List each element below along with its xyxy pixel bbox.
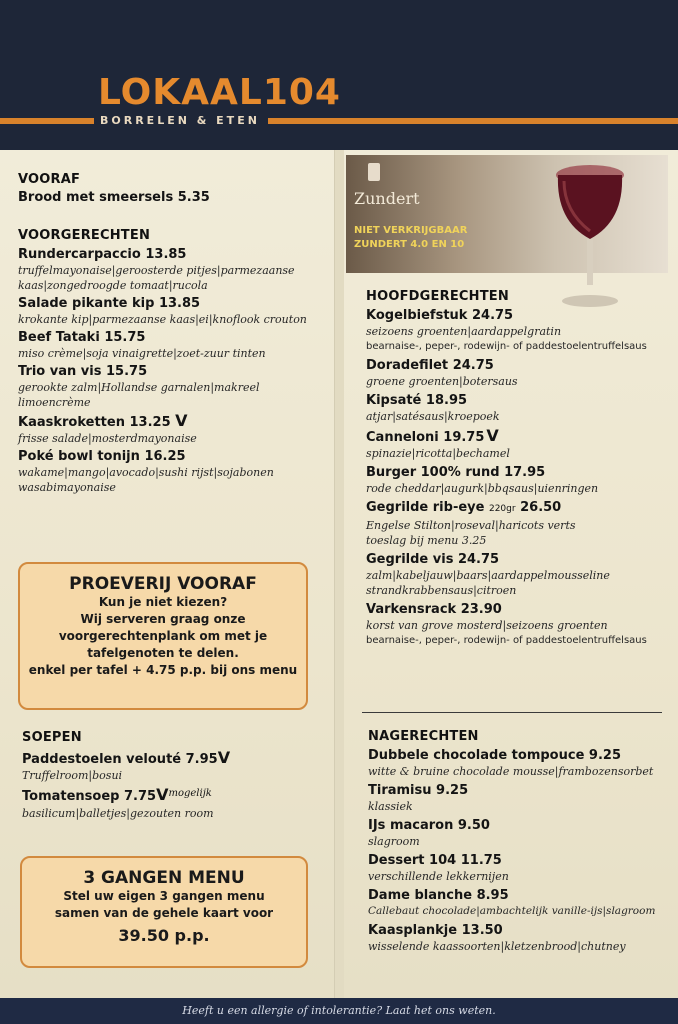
item-price: 17.95 <box>504 465 546 480</box>
item-price: 18.95 <box>425 393 468 408</box>
item-name: Doradefilet <box>366 358 449 373</box>
menu-item <box>366 601 672 618</box>
section-heading-soepen: SOEPEN <box>22 730 82 745</box>
logo-text: LOKAAL <box>98 72 263 113</box>
item-description: Truffelroom|bosui <box>22 769 123 782</box>
section-divider <box>362 712 662 713</box>
vegetarian-note: mogelijk <box>168 788 212 799</box>
item-price: 13.25 <box>129 415 171 430</box>
item-name: Tiramisu <box>368 783 432 798</box>
item-name: Kaasplankje <box>368 923 458 938</box>
item-name: Varkensrack <box>366 602 457 617</box>
menu-item <box>368 887 674 904</box>
item-description: witte & bruine chocolade mousse|frambozensorbet <box>368 765 654 778</box>
item-name: Beef Tataki <box>18 330 100 345</box>
header-stripe-left <box>0 118 94 124</box>
item-name: Salade pikante kip <box>18 296 155 311</box>
section-heading-hoofdgerechten: HOOFDGERECHTEN <box>366 289 509 304</box>
item-name: Poké bowl tonijn <box>18 449 140 464</box>
gangen-line: Stel uw eigen 3 gangen menu <box>63 889 265 903</box>
item-price: 13.85 <box>158 296 201 311</box>
menu-item <box>368 747 674 764</box>
item-name: Tomatensoep <box>22 789 120 804</box>
restaurant-logo <box>98 74 341 112</box>
item-description: gerookte zalm|Hollandse garnalen|makreel <box>18 381 260 394</box>
vegetarian-icon: V <box>486 426 499 445</box>
menu-item <box>22 786 322 806</box>
item-name: IJs macaron <box>368 818 454 833</box>
header-stripe-right <box>268 118 678 124</box>
menu-item <box>18 363 330 380</box>
item-name: Burger 100% rund <box>366 465 500 480</box>
item-description: toeslag bij menu 3.25 <box>366 534 487 547</box>
proeverij-title: PROEVERIJ VOORAF <box>69 574 257 594</box>
item-price: 9.50 <box>457 818 490 833</box>
sauce-options: bearnaise-, peper-, rodewijn- of paddestoelentruffelsaus <box>366 341 647 352</box>
beer-line-1: NIET VERKRIJGBAAR <box>354 225 468 236</box>
logo-subtitle: BORRELEN & ETEN <box>100 114 260 127</box>
section-heading-vooraf: VOORAF <box>18 172 81 187</box>
item-price: 9.25 <box>436 783 469 798</box>
menu-item <box>366 464 672 481</box>
menu-item <box>18 329 330 346</box>
item-description: miso crème|soja vinaigrette|zoet-zuur tinten <box>18 347 266 360</box>
item-price: 5.35 <box>177 190 210 205</box>
item-price: 26.50 <box>520 500 562 515</box>
sauce-options: bearnaise-, peper-, rodewijn- of paddestoelentruffelsaus <box>366 635 647 646</box>
menu-header <box>0 0 678 150</box>
section-heading-nagerechten: NAGERECHTEN <box>368 729 479 744</box>
item-price: 24.75 <box>471 308 514 323</box>
item-name: Brood met smeersels <box>18 190 174 205</box>
item-name: Dame blanche <box>368 888 473 903</box>
proeverij-line: voorgerechtenplank om met je <box>58 629 268 643</box>
item-description: spinazie|ricotta|bechamel <box>366 447 510 460</box>
item-price: 8.95 <box>476 888 509 903</box>
item-weight: 220gr <box>488 504 516 514</box>
item-name: Rundercarpaccio <box>18 247 141 262</box>
menu-item <box>18 448 330 465</box>
gangen-title: 3 GANGEN MENU <box>83 868 245 888</box>
item-price: 13.50 <box>461 923 503 938</box>
item-price: 15.75 <box>106 364 148 379</box>
item-description: verschillende lekkernijen <box>368 870 509 883</box>
proeverij-line: Kun je niet kiezen? <box>98 595 228 609</box>
menu-item <box>366 307 672 324</box>
item-price: 19.75 <box>443 430 485 445</box>
item-description: krokante kip|parmezaanse kaas|ei|knoflook crouton <box>18 313 307 326</box>
proeverij-line: tafelgenoten te delen. <box>87 646 239 660</box>
vegetarian-icon: V <box>175 411 188 430</box>
menu-item <box>18 189 330 206</box>
vegetarian-icon: V <box>156 785 169 804</box>
item-description: Callebaut chocolade|ambachtelijk vanille-ijs|slagroom <box>368 905 656 917</box>
item-price: 15.75 <box>104 330 146 345</box>
item-price: 24.75 <box>457 552 500 567</box>
section-heading-voorgerechten: VOORGERECHTEN <box>18 228 151 243</box>
item-name: Trio van vis <box>18 364 102 379</box>
menu-item <box>18 295 330 312</box>
item-price: 23.90 <box>460 602 502 617</box>
item-description: wasabimayonaise <box>18 481 116 494</box>
item-name: Canneloni <box>366 430 439 445</box>
menu-item <box>366 357 672 374</box>
soepen-section <box>22 730 322 821</box>
menu-item <box>366 427 672 446</box>
item-price: 7.95 <box>185 752 218 767</box>
item-name: Gegrilde vis <box>366 552 454 567</box>
item-description: zalm|kabeljauw|baars|aardappelmousseline <box>366 569 610 582</box>
beer-line-2: ZUNDERT 4.0 EN 10 <box>354 239 465 250</box>
item-description: Engelse Stilton|roseval|haricots verts <box>366 519 576 532</box>
item-description: limoencrème <box>18 396 91 409</box>
item-price: 24.75 <box>452 358 494 373</box>
proeverij-line: Wij serveren graag onze <box>80 612 246 626</box>
proeverij-line: enkel per tafel + 4.75 p.p. bij ons menu <box>28 663 298 677</box>
left-column <box>18 172 330 495</box>
item-price: 11.75 <box>460 853 502 868</box>
right-column <box>366 289 672 648</box>
menu-item <box>368 782 674 799</box>
vegetarian-icon: V <box>217 748 231 767</box>
brand-badge-icon <box>368 163 380 181</box>
item-description: kaas|zongedroogde tomaat|rucola <box>18 279 208 292</box>
item-description: rode cheddar|augurk|bbqsaus|uienringen <box>366 482 599 495</box>
item-description: basilicum|balletjes|gezouten room <box>22 807 214 820</box>
menu-item <box>366 551 672 568</box>
item-description: klassiek <box>368 800 413 813</box>
item-description: truffelmayonaise|geroosterde pitjes|parmezaanse <box>18 264 295 277</box>
menu-item <box>368 817 674 834</box>
menu-item <box>18 246 330 263</box>
item-name: Kogelbiefstuk <box>366 308 468 323</box>
beer-advertisement <box>346 155 668 273</box>
gangen-menu-box <box>20 856 308 968</box>
menu-item <box>22 749 322 768</box>
menu-item <box>18 412 330 431</box>
item-price: 16.25 <box>144 449 186 464</box>
item-name: Kaaskroketten <box>18 415 125 430</box>
item-description: slagroom <box>368 835 420 848</box>
item-description: wakame|mango|avocado|sushi rijst|sojabonen <box>18 466 274 479</box>
item-name: Dessert 104 <box>368 853 457 868</box>
item-description: groene groenten|botersaus <box>366 375 518 388</box>
item-description: strandkrabbensaus|citroen <box>366 584 517 597</box>
gangen-line: samen van de gehele kaart voor <box>54 906 274 920</box>
allergy-footer: Heeft u een allergie of intolerantie? Laat het ons weten. <box>0 998 678 1024</box>
menu-item <box>368 922 674 939</box>
item-description: wisselende kaassoorten|kletzenbrood|chutney <box>368 940 626 953</box>
logo-number: 104 <box>262 72 341 113</box>
proeverij-box <box>18 562 308 710</box>
item-price: 9.25 <box>588 748 621 763</box>
nagerechten-section <box>368 729 674 954</box>
item-price: 7.75 <box>124 789 157 804</box>
item-name: Paddestoelen velouté <box>22 752 182 767</box>
gangen-price: 39.50 p.p. <box>118 926 210 945</box>
item-description: seizoens groenten|aardappelgratin <box>366 325 562 338</box>
menu-item <box>368 852 674 869</box>
menu-item <box>366 499 672 518</box>
menu-item <box>366 392 672 409</box>
item-description: korst van grove mosterd|seizoens groenten <box>366 619 608 632</box>
item-name: Gegrilde rib-eye <box>366 500 485 515</box>
beer-brand: Zundert <box>354 189 420 208</box>
item-description: atjar|satésaus|kroepoek <box>366 410 500 423</box>
item-name: Dubbele chocolade tompouce <box>368 748 585 763</box>
column-divider <box>334 150 344 998</box>
item-price: 13.85 <box>145 247 187 262</box>
item-description: frisse salade|mosterdmayonaise <box>18 432 197 445</box>
item-name: Kipsaté <box>366 393 422 408</box>
